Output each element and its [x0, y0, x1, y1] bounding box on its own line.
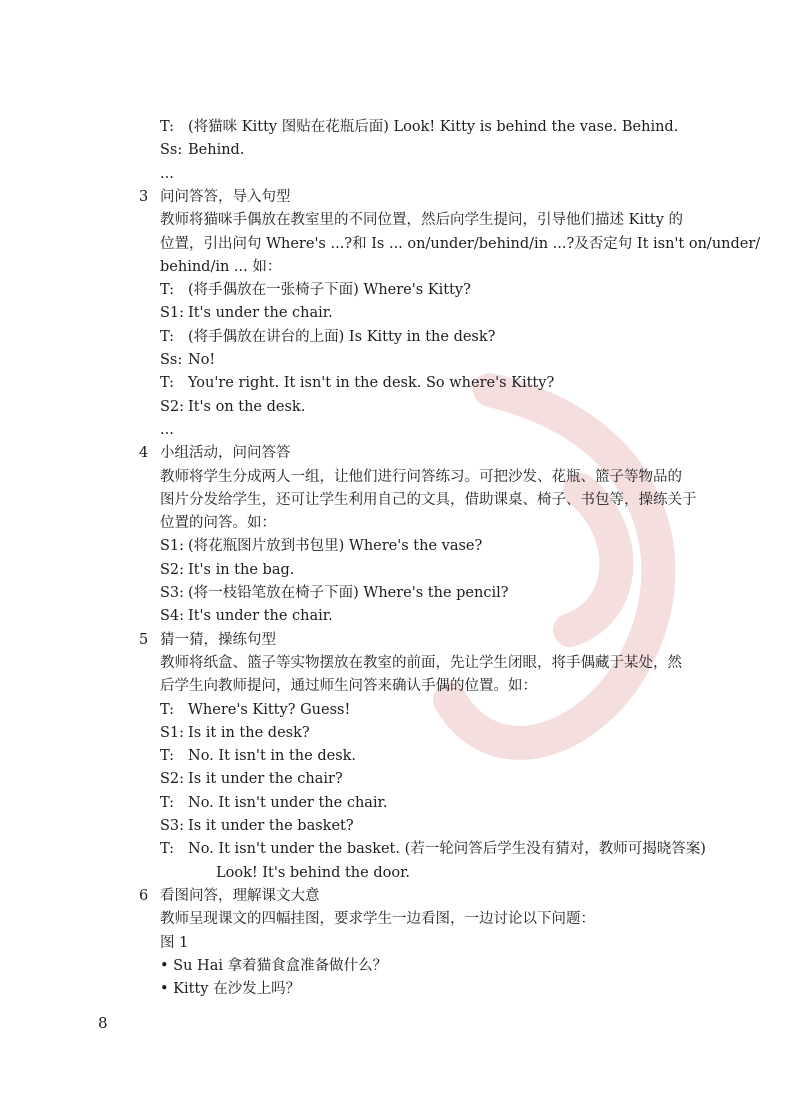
dialogue-text: Is it in the desk?: [188, 724, 310, 741]
section-number: 3: [139, 188, 149, 205]
speaker-label: S1:: [160, 305, 185, 322]
speaker-label: T:: [160, 282, 175, 299]
paragraph-line: 教师将学生分成两人一组，让他们进行问答练习。可把沙发、花瓶、篮子等物品的: [160, 468, 682, 485]
dialogue-line: [160, 350, 215, 370]
speaker-label: S3:: [160, 818, 185, 834]
dialogue-line: [160, 700, 350, 720]
paragraph-line: 图片分发给学生，还可让学生利用自己的文具，借助课桌、椅子、书包等，操练关于: [160, 491, 697, 508]
page-number: 8: [98, 1014, 108, 1032]
dialogue-text: It's under the chair.: [188, 305, 333, 322]
bullet-item: [160, 956, 387, 976]
dialogue-line: [160, 327, 495, 347]
section-title: 问问答答，导入句型: [160, 188, 291, 205]
dialogue-line: [160, 536, 482, 556]
dialogue-line: [160, 793, 388, 813]
section-title: 猜一猜，操练句型: [160, 631, 276, 648]
paragraph-line: 位置的问答。如：: [160, 515, 276, 532]
dialogue-line: [160, 303, 333, 323]
paragraph-line: 教师呈现课文的四幅挂图，要求学生一边看图，一边讨论以下问题：: [160, 911, 595, 928]
speaker-label: T:: [160, 119, 175, 135]
dialogue-line: [160, 117, 678, 137]
figure-label: 图 1: [160, 934, 189, 951]
speaker-label: S3:: [160, 585, 185, 601]
dialogue-text: Is it under the basket?: [188, 818, 354, 834]
dialogue-line: [188, 863, 410, 883]
bullet-text: Su Hai 拿着猫食盒准备做什么？: [173, 957, 388, 974]
dialogue-text: Behind.: [188, 142, 245, 159]
speaker-label: T:: [160, 328, 175, 345]
speaker-label: S4:: [160, 608, 185, 625]
speaker-label: T:: [160, 748, 175, 765]
bullet-item: [160, 979, 300, 999]
section-title: 看图问答，理解课文大意: [160, 887, 320, 904]
speaker-label: S1:: [160, 538, 185, 555]
section-number: 6: [139, 887, 149, 904]
paragraph-line: 位置，引出问句 Where's ...?和 Is ... on/under/behind/in ...?及否定句 It isn't on/under/: [160, 235, 761, 252]
dialogue-line: [160, 816, 354, 836]
dialogue-line: [160, 606, 333, 626]
dialogue-line: [160, 140, 244, 160]
dialogue-text: Look! It's behind the door.: [216, 864, 411, 881]
dialogue-line: [160, 746, 356, 766]
paragraph-line: behind/in ... 如：: [160, 258, 282, 275]
dialogue-text: No. It isn't under the chair.: [188, 794, 388, 811]
speaker-label: S2:: [160, 561, 185, 578]
speaker-label: S1:: [160, 724, 185, 741]
dialogue-text: (将一枝铅笔放在椅子下面) Where's the pencil?: [188, 585, 509, 601]
dialogue-text: (将花瓶图片放到书包里) Where's the vase?: [188, 538, 483, 555]
speaker-label: T:: [160, 375, 175, 392]
ellipsis: ...: [160, 165, 174, 182]
dialogue-text: (将手偶放在讲台的上面) Is Kitty in the desk?: [188, 328, 496, 345]
bullet-icon: •: [160, 981, 174, 998]
dialogue-line: [160, 839, 706, 859]
section-number: 5: [139, 631, 149, 648]
dialogue-line: [160, 583, 509, 603]
bullet-icon: •: [160, 957, 174, 974]
dialogue-text: Where's Kitty? Guess!: [188, 701, 351, 718]
paragraph-line: 后学生向教师提问，通过师生问答来确认手偶的位置。如：: [160, 678, 537, 695]
dialogue-text: It's on the desk.: [188, 398, 306, 415]
dialogue-text: It's in the bag.: [188, 561, 295, 578]
speaker-label: T:: [160, 841, 175, 858]
dialogue-text: (将手偶放在一张椅子下面) Where's Kitty?: [188, 282, 471, 299]
section-title: 小组活动，问问答答: [160, 445, 291, 462]
paragraph-line: 教师将猫咪手偶放在教室里的不同位置，然后向学生提问，引导他们描述 Kitty 的: [160, 212, 684, 229]
dialogue-line: [160, 397, 305, 417]
dialogue-line: [160, 560, 294, 580]
dialogue-text: You're right. It isn't in the desk. So where's Kitty?: [188, 375, 555, 392]
dialogue-text: No. It isn't in the desk.: [188, 748, 357, 765]
dialogue-line: [160, 769, 343, 789]
dialogue-text: No. It isn't under the basket. (若一轮问答后学生没有猜对，教师可揭晓答案): [188, 841, 706, 858]
dialogue-text: (将猫咪 Kitty 图贴在花瓶后面) Look! Kitty is behind the vase. Behind.: [188, 119, 679, 135]
speaker-label: T:: [160, 701, 175, 718]
speaker-label: Ss:: [160, 142, 183, 159]
speaker-label: T:: [160, 794, 175, 811]
dialogue-line: [160, 373, 554, 393]
speaker-label: S2:: [160, 771, 185, 788]
dialogue-text: It's under the chair.: [188, 608, 333, 625]
speaker-label: S2:: [160, 398, 185, 415]
dialogue-line: [160, 723, 310, 743]
paragraph-line: 教师将纸盒、篮子等实物摆放在教室的前面，先让学生闭眼，将手偶藏于某处，然: [160, 654, 682, 671]
dialogue-text: Is it under the chair?: [188, 771, 343, 788]
dialogue-text: No!: [188, 352, 216, 368]
section-number: 4: [139, 445, 149, 462]
dialogue-line: [160, 280, 471, 300]
bullet-text: Kitty 在沙发上吗？: [173, 981, 301, 998]
ellipsis: ...: [160, 421, 174, 438]
speaker-label: Ss:: [160, 352, 183, 368]
